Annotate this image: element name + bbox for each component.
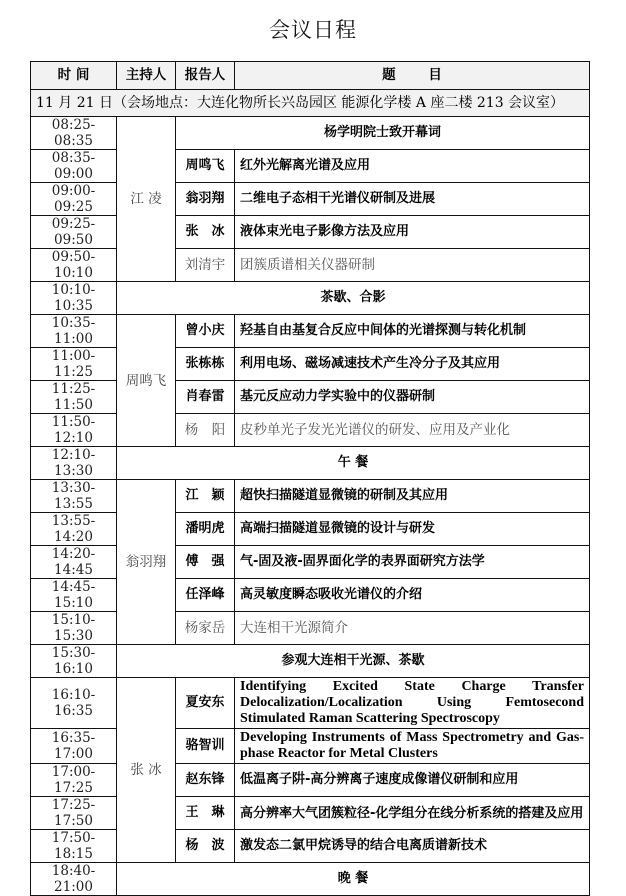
break-row: [31, 447, 590, 480]
table-row: [31, 348, 590, 381]
table-row: [31, 830, 590, 863]
topic-cell: 基元反应动力学实验中的仪器研制: [235, 381, 590, 414]
time-cell: 13:55-14:20: [31, 513, 117, 546]
time-cell: 16:35-17:00: [31, 729, 117, 764]
time-cell: 11:50-12:10: [31, 414, 117, 447]
break-event: 午 餐: [117, 447, 590, 480]
break-event: 茶歇、合影: [117, 282, 590, 315]
topic-cell: 高灵敏度瞬态吸收光谱仪的介绍: [235, 579, 590, 612]
speaker-cell: 骆智训: [176, 729, 235, 764]
host-cell: 张 冰: [117, 678, 176, 863]
time-cell: 15:30-16:10: [31, 645, 117, 678]
table-row: [31, 579, 590, 612]
speaker-cell: 赵东锋: [176, 764, 235, 797]
table-row: [31, 381, 590, 414]
speaker-cell: 曾小庆: [176, 315, 235, 348]
time-cell: 10:35-11:00: [31, 315, 117, 348]
topic-cell: 利用电场、磁场减速技术产生冷分子及其应用: [235, 348, 590, 381]
time-cell: 09:00-09:25: [31, 183, 117, 216]
speaker-cell: 张栋栋: [176, 348, 235, 381]
table-row: [31, 216, 590, 249]
topic-cell: 超快扫描隧道显微镜的研制及其应用: [235, 480, 590, 513]
table-row: [31, 249, 590, 282]
table-row: [31, 678, 590, 729]
break-event: 参观大连相干光源、茶歇: [117, 645, 590, 678]
break-row: [31, 645, 590, 678]
speaker-cell: 杨家岳: [176, 612, 235, 645]
table-row: [31, 117, 590, 150]
page-title: 会议日程: [269, 18, 357, 42]
time-cell: 09:50-10:10: [31, 249, 117, 282]
table-row: [31, 315, 590, 348]
table-row: [31, 150, 590, 183]
break-event: 晚 餐: [117, 863, 590, 896]
header-host: 主持人: [117, 62, 176, 90]
time-cell: 08:25-08:35: [31, 117, 117, 150]
time-cell: 17:00-17:25: [31, 764, 117, 797]
schedule-table: [30, 61, 590, 896]
time-cell: 14:20-14:45: [31, 546, 117, 579]
topic-cell: 激发态二氯甲烷诱导的结合电离质谱新技术: [235, 830, 590, 863]
topic-cell: 大连相干光源简介: [235, 612, 590, 645]
host-cell: 江 凌: [117, 117, 176, 282]
time-cell: 17:25-17:50: [31, 797, 117, 830]
topic-cell: 皮秒单光子发光光谱仪的研发、应用及产业化: [235, 414, 590, 447]
speaker-cell: 张 冰: [176, 216, 235, 249]
speaker-cell: 江 颖: [176, 480, 235, 513]
time-cell: 10:10-10:35: [31, 282, 117, 315]
speaker-cell: 周鸣飞: [176, 150, 235, 183]
table-row: [31, 183, 590, 216]
topic-cell: 团簇质谱相关仪器研制: [235, 249, 590, 282]
table-row: [31, 414, 590, 447]
break-row: [31, 863, 590, 896]
table-row: [31, 764, 590, 797]
host-cell: 翁羽翔: [117, 480, 176, 645]
time-cell: 17:50-18:15: [31, 830, 117, 863]
time-cell: 08:35-09:00: [31, 150, 117, 183]
table-row: [31, 729, 590, 764]
speaker-cell: 肖春雷: [176, 381, 235, 414]
speaker-cell: 杨 波: [176, 830, 235, 863]
table-row: [31, 797, 590, 830]
table-row: [31, 480, 590, 513]
topic-cell: 低温离子阱-高分辨离子速度成像谱仪研制和应用: [235, 764, 590, 797]
time-cell: 11:00-11:25: [31, 348, 117, 381]
speaker-cell: 夏安东: [176, 678, 235, 729]
topic-cell: 红外光解离光谱及应用: [235, 150, 590, 183]
time-cell: 16:10-16:35: [31, 678, 117, 729]
time-cell: 15:10-15:30: [31, 612, 117, 645]
topic-cell: 高分辨率大气团簇粒径-化学组分在线分析系统的搭建及应用: [235, 797, 590, 830]
table-row: [31, 612, 590, 645]
time-cell: 13:30-13:55: [31, 480, 117, 513]
speaker-cell: 王 琳: [176, 797, 235, 830]
speaker-cell: 翁羽翔: [176, 183, 235, 216]
topic-cell: Developing Instruments of Mass Spectrometry and Gas-phase Reactor for Metal Clusters: [235, 729, 590, 764]
topic-cell: 液体束光电子影像方法及应用: [235, 216, 590, 249]
date-location: 11 月 21 日（会场地点：大连化物所长兴岛园区 能源化学楼 A 座二楼 213 会议室）: [31, 89, 590, 117]
speaker-cell: 潘明虎: [176, 513, 235, 546]
speaker-cell: 任泽峰: [176, 579, 235, 612]
table-row: [31, 546, 590, 579]
topic-cell: 羟基自由基复合反应中间体的光谱探测与转化机制: [235, 315, 590, 348]
topic-cell: Identifying Excited State Charge Transfer Delocalization/Localization Using Femtosecond Stimulated Raman Scattering Spectroscopy: [235, 678, 590, 729]
date-row: [31, 89, 590, 117]
topic-cell: 高端扫描隧道显微镜的设计与研发: [235, 513, 590, 546]
topic-cell: 气-固及液-固界面化学的表界面研究方法学: [235, 546, 590, 579]
time-cell: 09:25-09:50: [31, 216, 117, 249]
speaker-cell: 刘清宇: [176, 249, 235, 282]
header-topic: 题 目: [235, 62, 590, 90]
time-cell: 11:25-11:50: [31, 381, 117, 414]
speaker-cell: 傅 强: [176, 546, 235, 579]
speaker-cell: 杨 阳: [176, 414, 235, 447]
time-cell: 12:10-13:30: [31, 447, 117, 480]
host-cell: 周鸣飞: [117, 315, 176, 447]
topic-cell: 二维电子态相干光谱仪研制及进展: [235, 183, 590, 216]
header-speaker: 报告人: [176, 62, 235, 90]
time-cell: 18:40-21:00: [31, 863, 117, 896]
event-cell: 杨学明院士致开幕词: [176, 117, 590, 150]
header-row: [31, 62, 590, 90]
break-row: [31, 282, 590, 315]
time-cell: 14:45-15:10: [31, 579, 117, 612]
table-row: [31, 513, 590, 546]
header-time: 时 间: [31, 62, 117, 90]
